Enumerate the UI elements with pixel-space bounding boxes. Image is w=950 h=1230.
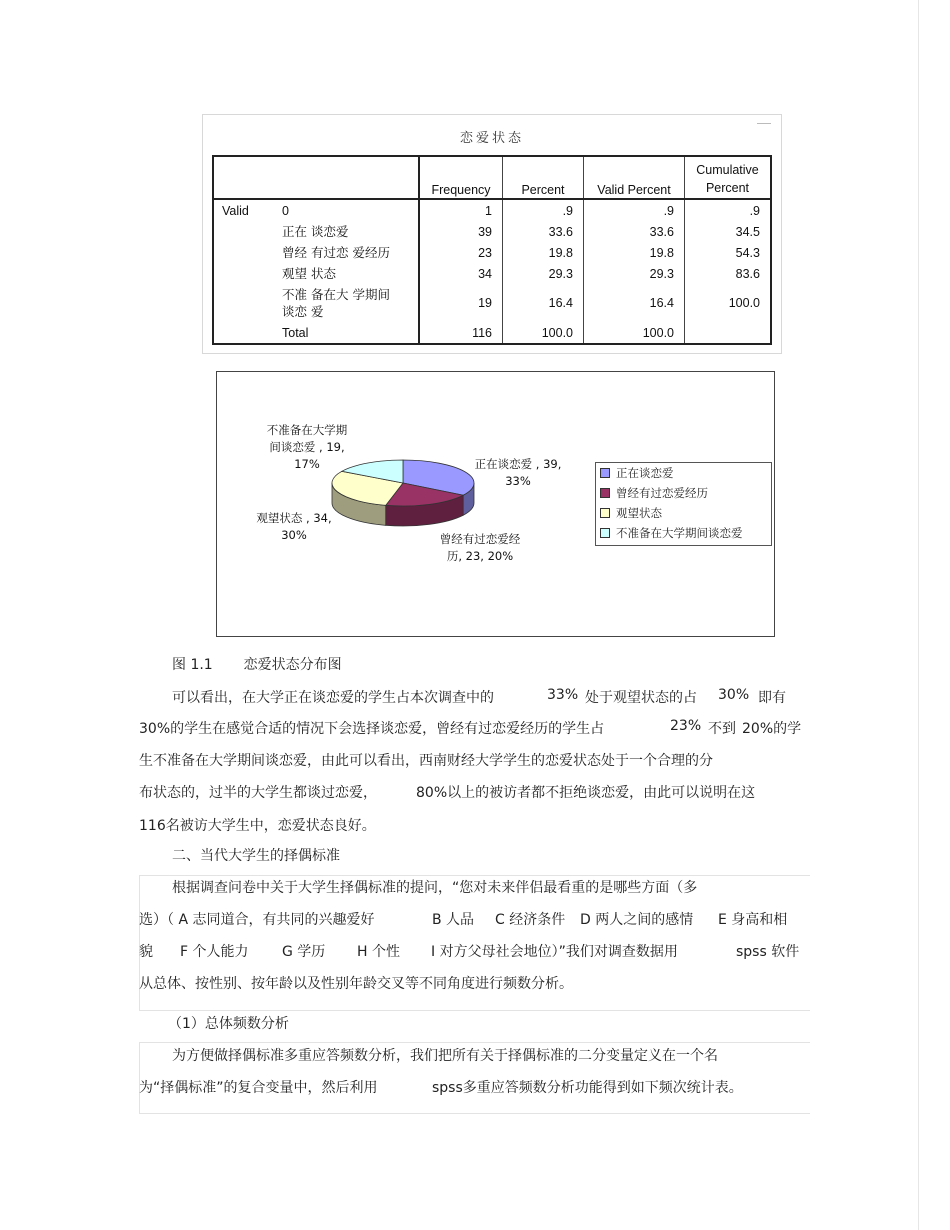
valid-percent-cell: 19.8 [584,242,685,263]
table-row [213,242,771,263]
frequency-cell: 34 [419,263,503,284]
category-header [274,156,419,199]
figure-title: 恋爱状态分布图 [243,657,342,673]
legend-label: 观望状态 [616,506,662,520]
legend-label: 曾经有过恋爱经历 [616,486,708,500]
data-label-watching: 观望状态 , 34, 30% [256,511,332,542]
table-row [213,263,771,284]
cumulative-cell: 100.0 [685,284,772,322]
frequency-table [212,155,772,345]
row-label: 正在 谈恋爱 [282,224,349,239]
cumulative-cell: .9 [685,199,772,221]
data-label-not-dating: 不准备在大学期 间谈恋爱 , 19, 17% [266,423,348,471]
chart-legend [595,462,772,546]
frequency-cell: 1 [419,199,503,221]
figure-caption [172,654,342,674]
frequency-cell: 116 [419,322,503,344]
table-row [213,284,771,322]
legend-swatch [600,528,610,538]
legend-item [600,463,674,483]
figure-number: 图 1.1 [172,657,213,673]
frequency-cell: 39 [419,221,503,242]
valid-percent-header: Valid Percent [584,156,685,199]
data-label-had-experience: 曾经有过恋爱经 历, 23, 20% [439,532,521,563]
percent-cell: 100.0 [503,322,584,344]
subheading: （1）总体频数分析 [168,1016,289,1032]
page-edge-rule [918,0,919,1230]
legend-swatch [600,468,610,478]
table-row [213,221,771,242]
frequency-table-panel [202,114,782,354]
legend-swatch [600,488,610,498]
percent-header: Percent [503,156,584,199]
cumulative-cell [685,322,772,344]
data-label-dating: 正在谈恋爱 , 39, 33% [474,457,562,488]
table-title: 恋爱状态 [459,131,524,146]
frequency-cell: 19 [419,284,503,322]
valid-percent-cell: 29.3 [584,263,685,284]
legend-item [600,523,743,543]
pie-chart [216,371,775,637]
corner-cell [213,156,274,199]
row-label: Total [274,322,419,344]
percent-cell: 16.4 [503,284,584,322]
cumulative-header-line1: Cumulative [696,163,759,177]
table-row [213,199,771,221]
valid-percent-cell: 33.6 [584,221,685,242]
row-label: 曾经 有过恋 爱经历 [282,245,390,260]
legend-item [600,503,662,523]
legend-label: 不准备在大学期间谈恋爱 [616,526,743,540]
valid-label: Valid [213,199,274,221]
percent-cell: .9 [503,199,584,221]
percent-cell: 33.6 [503,221,584,242]
valid-percent-cell: .9 [584,199,685,221]
valid-percent-cell: 100.0 [584,322,685,344]
cumulative-cell: 34.5 [685,221,772,242]
cumulative-cell: 54.3 [685,242,772,263]
valid-percent-cell: 16.4 [584,284,685,322]
cumulative-cell: 83.6 [685,263,772,284]
cumulative-header-line2: Percent [705,181,750,195]
legend-item [600,483,708,503]
frequency-cell: 23 [419,242,503,263]
row-label: 观望 状态 [282,266,336,281]
cumulative-header [685,156,772,199]
percent-cell: 19.8 [503,242,584,263]
legend-label: 正在谈恋爱 [616,466,674,480]
row-label: 0 [282,203,289,218]
row-label-line2: 谈恋 爱 [282,304,324,319]
section-heading: 二、当代大学生的择偶标准 [172,848,340,864]
row-label-line1: 不准 备在大 学期间 [282,287,390,302]
percent-cell: 29.3 [503,263,584,284]
total-row [213,322,771,344]
panel-minimize-mark [757,123,771,124]
frequency-header: Frequency [419,156,503,199]
row-label [274,284,419,322]
legend-swatch [600,508,610,518]
